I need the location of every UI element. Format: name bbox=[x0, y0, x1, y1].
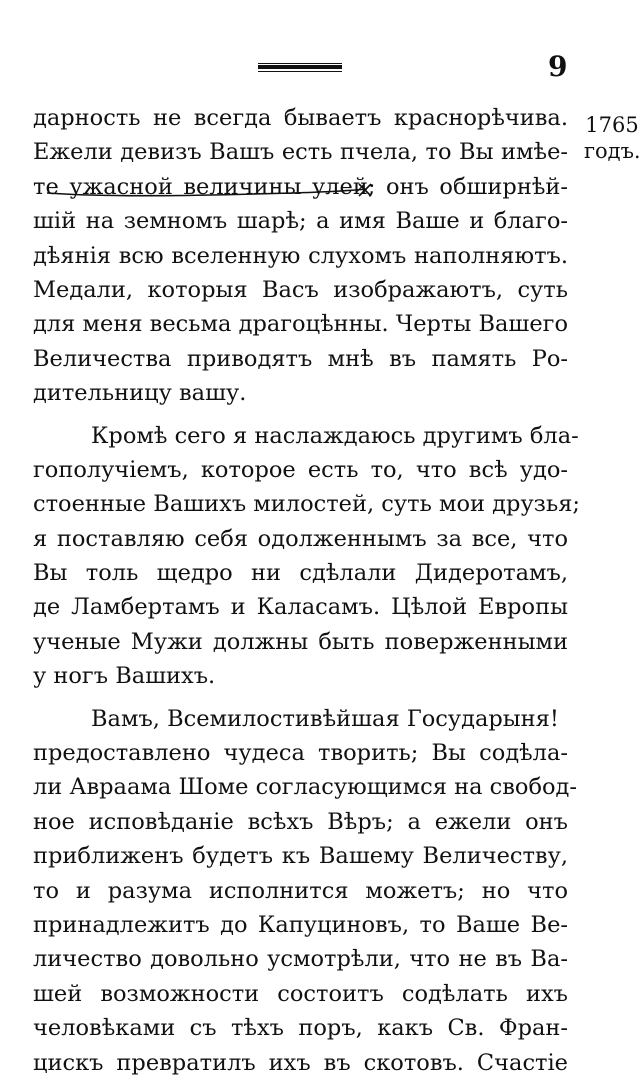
text-line: для меня весьма драгоцѣнны. Черты Вашего bbox=[33, 311, 568, 338]
text-line: приближенъ будетъ къ Вашему Величеству, bbox=[33, 843, 568, 870]
text-line: дарность не всегда бываетъ краснорѣчива. bbox=[33, 105, 568, 131]
text-line: ное исповѣданіе всѣхъ Вѣръ; а ежели онъ bbox=[33, 808, 568, 835]
text-line: те ужасной величины улей; онъ обширнѣй- bbox=[33, 173, 568, 200]
text-line: шей возможности состоитъ содѣлать ихъ bbox=[33, 980, 568, 1007]
text-line: цискъ превратилъ ихъ въ скотовъ. Счастіе bbox=[33, 1049, 568, 1076]
text-line: предоставлено чудеса творить; Вы содѣла- bbox=[33, 740, 568, 767]
paragraph-2 bbox=[33, 419, 580, 694]
page-number: 9 bbox=[548, 50, 568, 83]
text-line: Вамъ, Всемилостивѣйшая Государыня! bbox=[91, 705, 559, 732]
margin-note-year bbox=[584, 112, 640, 164]
text-line: шій на земномъ шарѣ; а имя Ваше и благо- bbox=[33, 208, 568, 235]
text-line: дительницу вашу. bbox=[33, 380, 247, 407]
body-text bbox=[33, 101, 580, 1080]
text-line: Кромѣ сего я наслаждаюсь другимъ бла- bbox=[91, 422, 579, 449]
text-line: стоенные Вашихъ милостей, суть мои друзья; bbox=[33, 491, 580, 518]
text-line: гополучіемъ, которое есть то, что всѣ удо- bbox=[33, 456, 568, 483]
text-line: ли Авраама Шоме согласующимся на свобод- bbox=[33, 774, 577, 801]
text-line: принадлежитъ до Капуциновъ, то Ваше Ве- bbox=[33, 911, 568, 938]
text-line: дѣянія всю вселенную слухомъ наполняютъ. bbox=[33, 242, 568, 269]
text-line: Величества приводятъ мнѣ въ память Ро- bbox=[33, 345, 568, 372]
text-line: человѣками съ тѣхъ поръ, какъ Св. Фран- bbox=[33, 1015, 568, 1042]
text-line: Ежели девизъ Вашъ есть пчела, то Вы имѣе- bbox=[33, 139, 568, 166]
margin-note-year-number: 1765 bbox=[585, 113, 639, 137]
text-line: ученые Мужи должны быть поверженными bbox=[33, 628, 568, 655]
text-line: Вы толь щедро ни сдѣлали Дидеротамъ, bbox=[33, 560, 568, 587]
paragraph-1 bbox=[33, 101, 568, 411]
text-line: Медали, которыя Васъ изображаютъ, суть bbox=[33, 276, 568, 303]
text-line: де Ламбертамъ и Каласамъ. Цѣлой Европы bbox=[33, 594, 568, 621]
text-line: то и разума исполнится можетъ; но что bbox=[33, 877, 568, 904]
margin-note-year-word: годъ. bbox=[584, 139, 641, 163]
header-ornament-rule bbox=[258, 63, 342, 72]
text-line: я поставляю себя одолженнымъ за все, что bbox=[33, 525, 568, 552]
text-line: у ногъ Вашихъ. bbox=[33, 663, 216, 690]
text-line: личество довольно усмотрѣли, что не въ Ва- bbox=[33, 946, 568, 973]
paragraph-3 bbox=[33, 702, 577, 1080]
